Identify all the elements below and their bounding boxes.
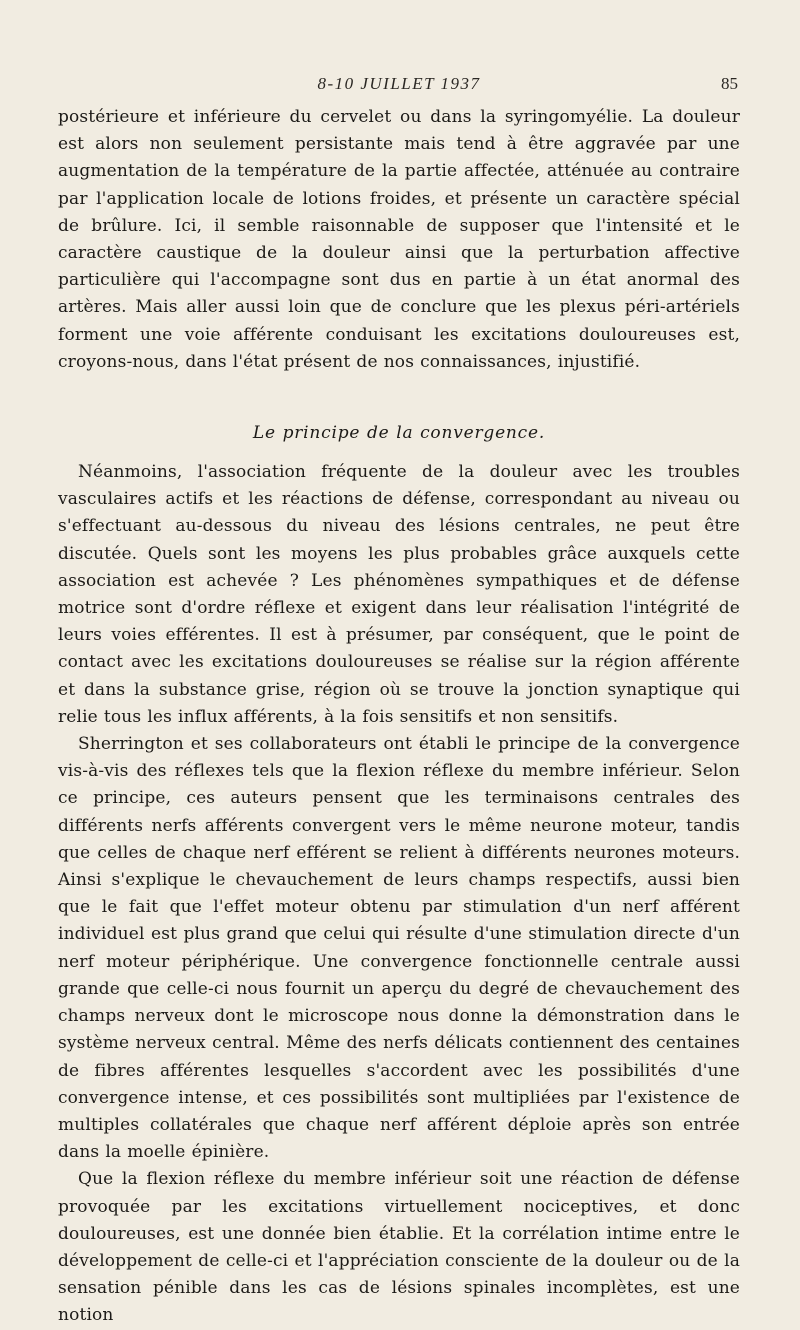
issue-date-heading [58, 74, 740, 94]
section-heading: Le principe de la convergence. [252, 423, 546, 444]
body-text [58, 104, 740, 1330]
paragraph: postérieure et inférieure du cervelet ou dans la syringomyélie. La douleur est alors non seulement persistante mais tend à être aggravée par une augmentation de la température de la partie affectée, atténuée au contraire par l'application locale de lotions froides, et présente un caractère spécial de brûlure. Ici, il semble raisonnable de supposer que l'intensité et le caractère caustique de la douleur ainsi que la perturbation affective particulière qui l'accompagne sont dus en partie à un état anormal des artères. Mais aller aussi loin que de conclure que les plexus péri-artériels forment une voie afférente conduisant les excitations douloureuses est, croyons-nous, dans l'état présent de nos connaissances, injustifié. [58, 107, 740, 372]
page-number: 85 [721, 74, 738, 93]
running-header [58, 66, 740, 96]
paragraph: Néanmoins, l'association fréquente de la douleur avec les troubles vasculaires actifs et les réactions de défense, correspondant au niveau ou s'effectuant au-dessous du niveau des lésions centrales, ne peut être discutée. Quels sont les moyens les plus probables grâce auxquels cette association est achevée ? Les phénomènes sympathiques et de défense motrice sont d'ordre réflexe et exigent dans leur réalisation l'intégrité de leurs voies efférentes. Il est à présumer, par conséquent, que le point de contact avec les excitations douloureuses se réalise sur la région afférente et dans la substance grise, région où se trouve la jonction synaptique qui relie tous les influx afférents, à la fois sensitifs et non sensitifs. [58, 462, 740, 727]
issue-date: 8-10 JUILLET 1937 [317, 74, 481, 93]
paragraph: Que la flexion réflexe du membre inférieur soit une réaction de défense provoquée par les excitations virtuellement nociceptives, et donc douloureuses, est une donnée bien établie. Et la corrélation intime entre le développement de celle-ci et l'appréciation consciente de la douleur ou de la sensation pénible dans les cas de lésions spinales incomplètes, est une notion [58, 1169, 740, 1326]
paragraph: Sherrington et ses collaborateurs ont établi le principe de la convergence vis-à-vis des réflexes tels que la flexion réflexe du membre inférieur. Selon ce principe, ces auteurs pensent que les terminaisons centrales des différents nerfs afférents convergent vers le même neurone moteur, tandis que celles de chaque nerf efférent se relient à différents neurones moteurs. Ainsi s'explique le chevauchement de leurs champs respectifs, aussi bien que le fait que l'effet moteur obtenu par stimulation d'un nerf afférent individuel est plus grand que celui qui résulte d'une stimulation directe d'un nerf moteur périphérique. Une convergence fonctionnelle centrale aussi grande que celle-ci nous fournit un aperçu du degré de chevauchement des champs nerveux dont le microscope nous donne la démonstration dans le système nerveux central. Même des nerfs délicats contiennent des centaines de fibres afférentes lesquelles s'accordent avec les possibilités d'une convergence intense, et ces possibilités sont multipliées par l'existence de multiples collatérales que chaque nerf afférent déploie après son entrée dans la moelle épinière. [58, 734, 740, 1163]
